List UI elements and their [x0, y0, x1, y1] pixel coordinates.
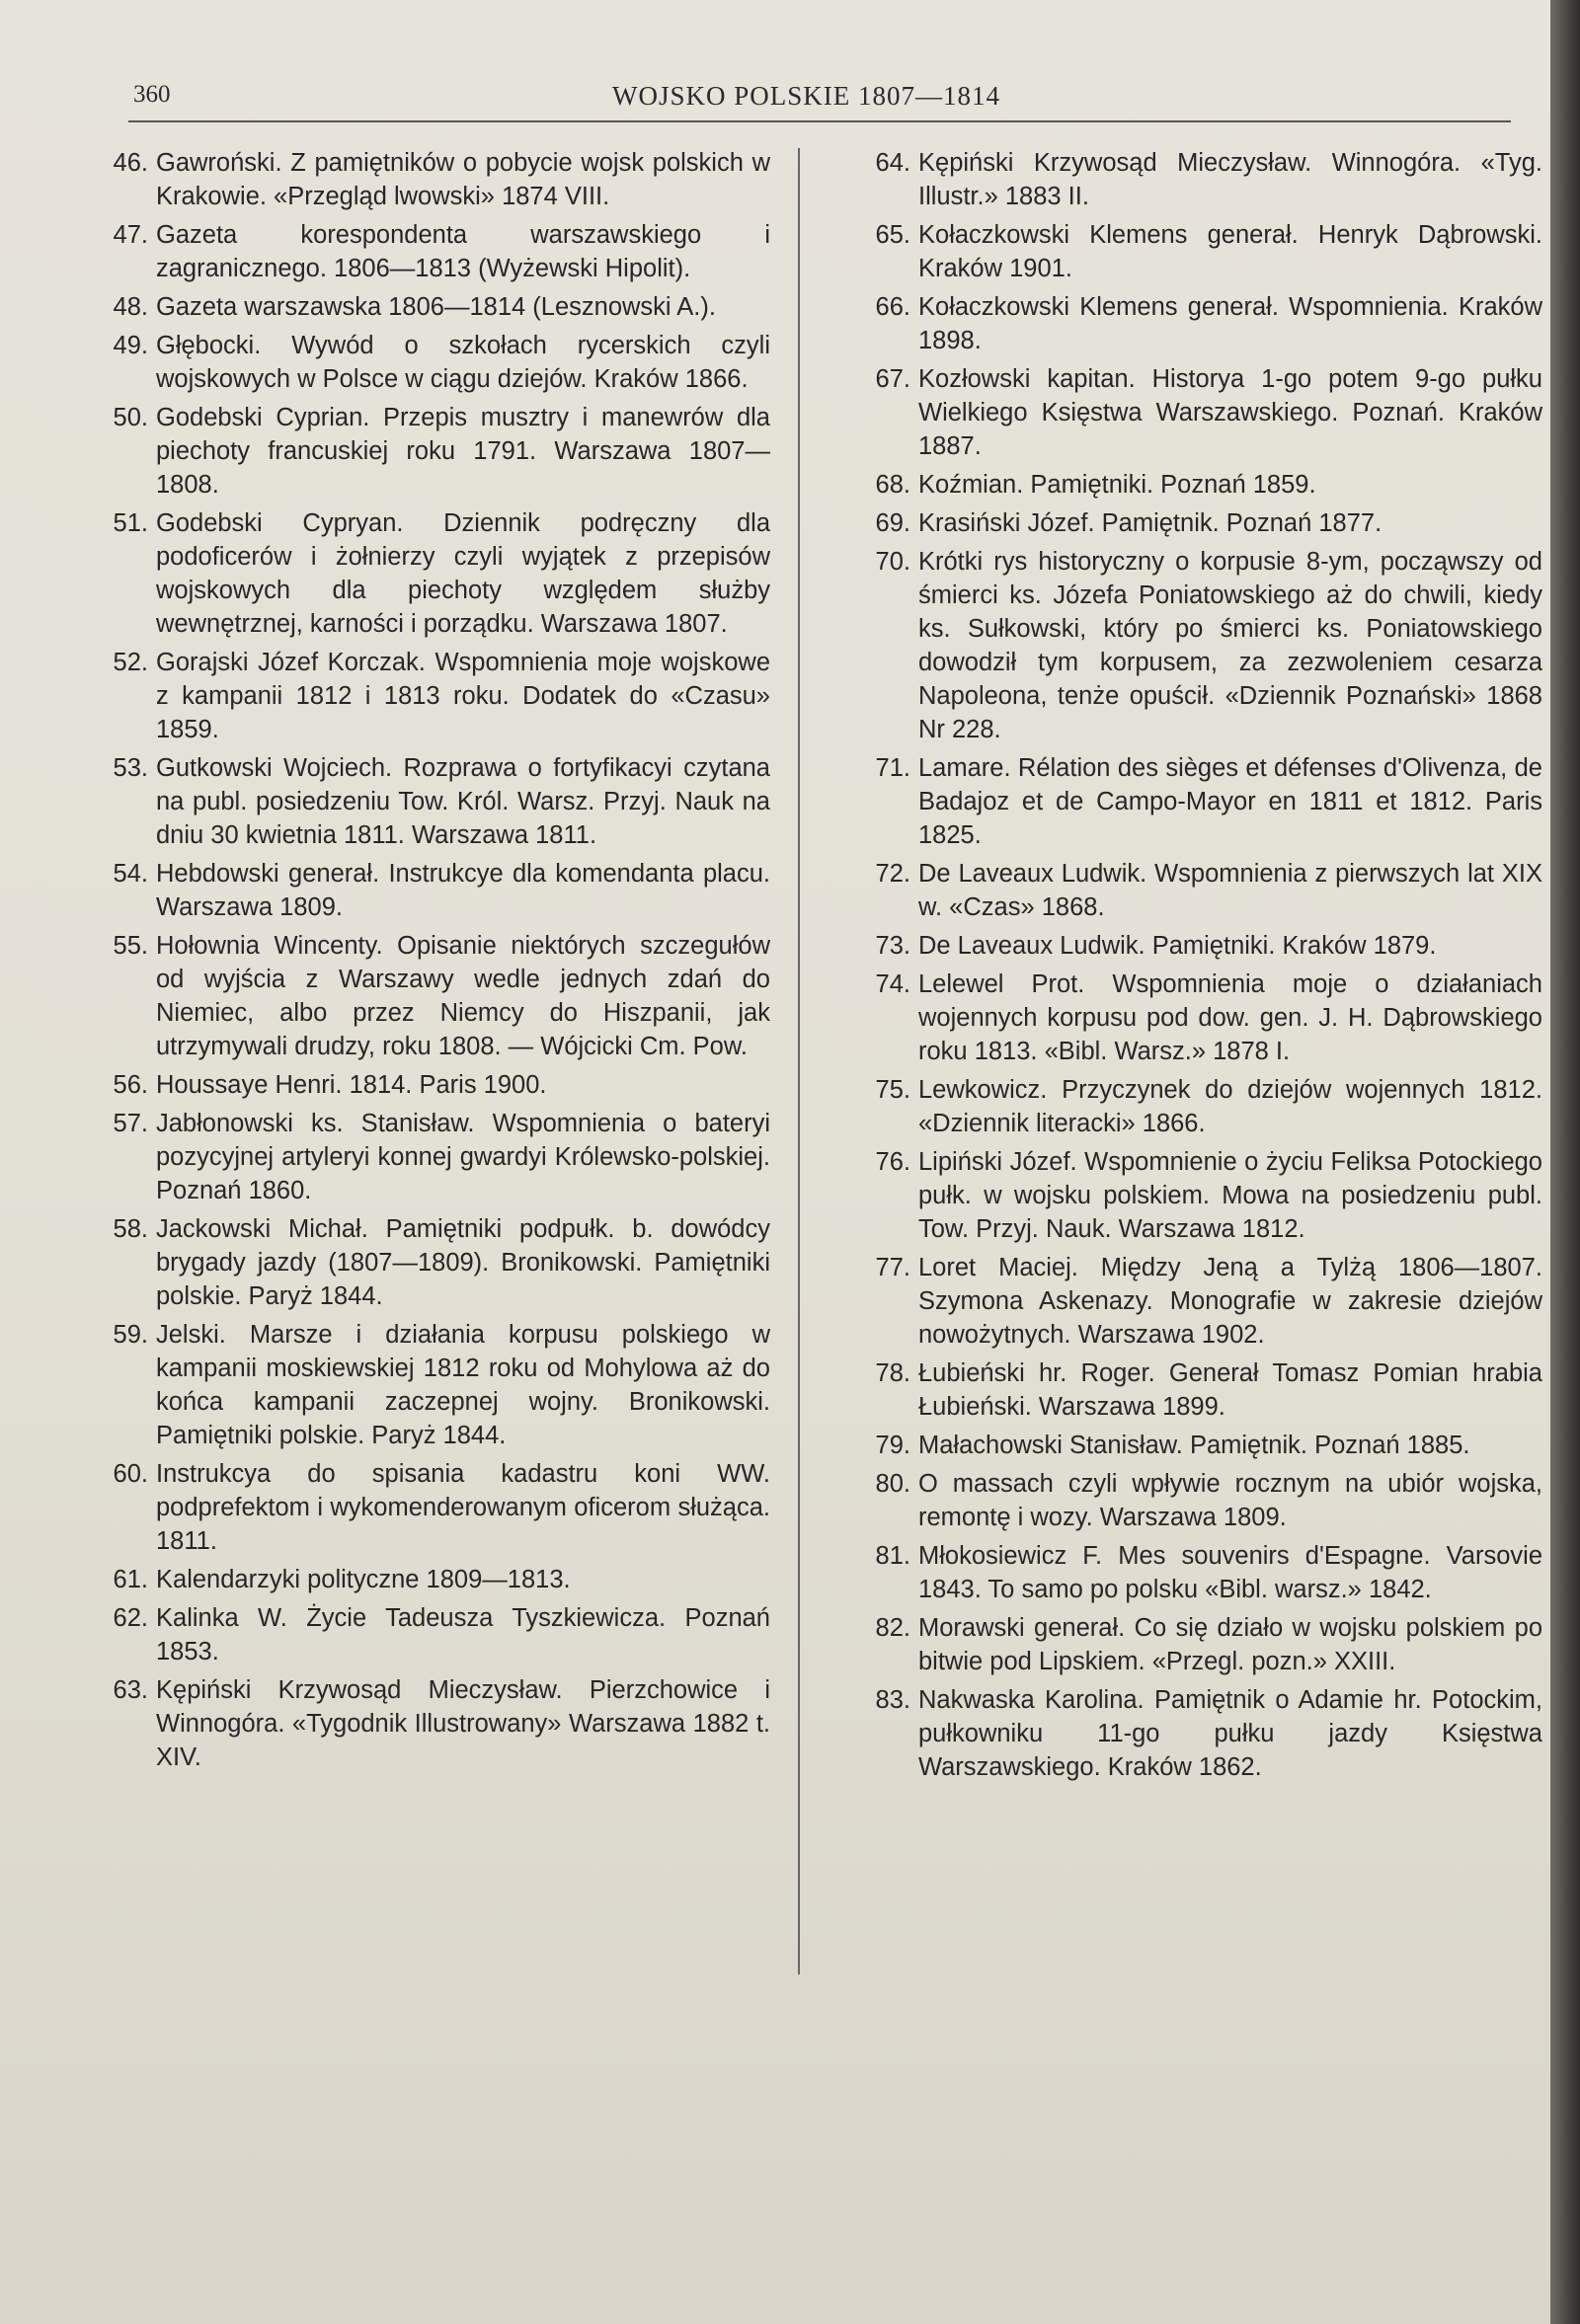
book-gutter-shadow: [1550, 0, 1580, 2324]
bibliography-entry: [831, 1539, 1542, 1606]
entry-text: Godebski Cyprian. Przepis musztry i manewrów dla piechoty francuskiej roku 1791. Warszawa 1807—1808.: [156, 404, 770, 499]
bibliography-entry: [831, 1356, 1542, 1424]
bibliography-entry: [831, 1145, 1542, 1246]
entry-text: Morawski generał. Co się działo w wojsku polskiem po bitwie pod Lipskiem. «Przegl. pozn.» XXIII.: [918, 1614, 1542, 1675]
entry-text: Kalendarzyki polityczne 1809—1813.: [156, 1566, 571, 1593]
bibliography-entry: [831, 468, 1542, 502]
entry-number: 57.: [113, 1110, 148, 1137]
entry-text: Kępiński Krzywosąd Mieczysław. Pierzchowice i Winnogóra. «Tygodnik Illustrowany» Warszawa 1882 t. XIV.: [156, 1676, 770, 1771]
entry-number: 79.: [875, 1432, 910, 1459]
entry-number: 66.: [875, 293, 910, 321]
entry-text: Głębocki. Wywód o szkołach rycerskich czyli wojskowych w Polsce w ciągu dziejów. Kraków 1866.: [156, 332, 770, 393]
entry-text: Lelewel Prot. Wspomnienia moje o działaniach wojennych korpusu pod dow. gen. J. H. Dąbrowskiego roku 1813. «Bibl. Warsz.» 1878 I.: [918, 970, 1542, 1065]
entry-number: 61.: [113, 1566, 148, 1593]
entry-number: 81.: [875, 1542, 910, 1570]
entry-text: Gawroński. Z pamiętników o pobycie wojsk polskich w Krakowie. «Przegląd lwowski» 1874 VIII.: [156, 149, 770, 210]
bibliography-entry: [831, 968, 1542, 1068]
running-title: WOJSKO POLSKIE 1807—1814: [612, 81, 1001, 111]
entry-text: Krasiński Józef. Pamiętnik. Poznań 1877.: [918, 509, 1382, 537]
entry-text: Lipiński Józef. Wspomnienie o życiu Feliksa Potockiego pułk. w wojsku polskiem. Mowa na posiedzeniu publ. Tow. Przyj. Nauk. Warszawa 1812.: [918, 1148, 1542, 1243]
bibliography-entry: [831, 857, 1542, 924]
entry-text: Godebski Cypryan. Dziennik podręczny dla podoficerów i żołnierzy czyli wyjątek z przepisów wojskowych dla piechoty względem służby wewnętrznej, karności i porządku. Warszawa 1807.: [156, 509, 770, 638]
bibliography-entry: [69, 146, 770, 213]
entry-text: Lewkowicz. Przyczynek do dziejów wojennych 1812. «Dziennik literacki» 1866.: [918, 1076, 1542, 1137]
entry-number: 64.: [875, 149, 910, 177]
bibliography-entry: [69, 857, 770, 924]
entry-number: 52.: [113, 649, 148, 676]
entry-text: O massach czyli wpływie rocznym na ubiór wojska, remontę i wozy. Warszawa 1809.: [918, 1470, 1542, 1531]
right-column: [831, 146, 1542, 1789]
entry-text: Loret Maciej. Między Jeną a Tylżą 1806—1807. Szymona Askenazy. Monografie w zakresie dziejów nowożytnych. Warszawa 1902.: [918, 1254, 1542, 1349]
entry-number: 47.: [113, 221, 148, 249]
bibliography-entry: [69, 929, 770, 1063]
bibliography-entry: [69, 1107, 770, 1207]
bibliography-entry: [69, 329, 770, 396]
left-column: [69, 146, 770, 1779]
entry-number: 68.: [875, 471, 910, 499]
bibliography-entry: [831, 545, 1542, 746]
entry-text: Nakwaska Karolina. Pamiętnik o Adamie hr. Potockim, pułkowniku 11-go pułku jazdy Księstwa Warszawskiego. Kraków 1862.: [918, 1686, 1542, 1781]
entry-number: 65.: [875, 221, 910, 249]
entry-text: Młokosiewicz F. Mes souvenirs d'Espagne. Varsovie 1843. To samo po polsku «Bibl. warsz.» 1842.: [918, 1542, 1542, 1603]
entry-number: 71.: [875, 754, 910, 782]
entry-number: 82.: [875, 1614, 910, 1642]
header-rule: [128, 120, 1511, 122]
entry-number: 70.: [875, 548, 910, 576]
entry-number: 46.: [113, 149, 148, 177]
entry-number: 62.: [113, 1604, 148, 1632]
entry-text: Hebdowski generał. Instrukcye dla komendanta placu. Warszawa 1809.: [156, 860, 770, 921]
entry-text: Kołaczkowski Klemens generał. Wspomnienia. Kraków 1898.: [918, 293, 1542, 354]
entry-text: Krótki rys historyczny o korpusie 8-ym, począwszy od śmierci ks. Józefa Poniatowskiego aż do chwili, kiedy ks. Sułkowski, który po śmierci ks. Poniatowskiego dowodził tym korpusem, za zezwoleniem cesarza Napoleona, tenże opuścił. «Dziennik Poznański» 1868 Nr 228.: [918, 548, 1542, 743]
bibliography-entry: [831, 218, 1542, 285]
entry-text: De Laveaux Ludwik. Pamiętniki. Kraków 1879.: [918, 932, 1437, 960]
page-header: [128, 77, 1511, 126]
entry-text: Hołownia Wincenty. Opisanie niektórych szczegułów od wyjścia z Warszawy wedle jednych zdań do Niemiec, albo przez Niemcy do Hiszpanii, jak utrzymywali drudzy, roku 1808. — Wójcicki Cm. Pow.: [156, 932, 770, 1060]
entry-text: Gazeta warszawska 1806—1814 (Lesznowski A.).: [156, 293, 716, 321]
entry-number: 63.: [113, 1676, 148, 1704]
entry-text: De Laveaux Ludwik. Wspomnienia z pierwszych lat XIX w. «Czas» 1868.: [918, 860, 1542, 921]
entry-text: Gutkowski Wojciech. Rozprawa o fortyfikacyi czytana na publ. posiedzeniu Tow. Król. Warsz. Przyj. Nauk na dniu 30 kwietnia 1811. Warszawa 1811.: [156, 754, 770, 849]
entry-text: Gazeta korespondenta warszawskiego i zagranicznego. 1806—1813 (Wyżewski Hipolit).: [156, 221, 770, 282]
bibliography-entry: [69, 1601, 770, 1668]
entry-number: 48.: [113, 293, 148, 321]
bibliography-entry: [831, 1611, 1542, 1678]
page-number: 360: [133, 81, 171, 108]
entry-number: 53.: [113, 754, 148, 782]
bibliography-entry: [831, 1429, 1542, 1462]
bibliography-entry: [69, 1068, 770, 1102]
entry-text: Kępiński Krzywosąd Mieczysław. Winnogóra. «Tyg. Illustr.» 1883 II.: [918, 149, 1542, 210]
entry-number: 60.: [113, 1460, 148, 1488]
bibliography-entry: [69, 1563, 770, 1596]
entry-text: Lamare. Rélation des sièges et défenses d'Olivenza, de Badajoz et de Campo-Mayor en 1811 et 1812. Paris 1825.: [918, 754, 1542, 849]
bibliography-entry: [831, 1683, 1542, 1784]
entry-number: 80.: [875, 1470, 910, 1498]
bibliography-entry: [69, 646, 770, 746]
bibliography-entry: [69, 506, 770, 641]
entry-number: 72.: [875, 860, 910, 888]
entry-text: Małachowski Stanisław. Pamiętnik. Poznań 1885.: [918, 1432, 1470, 1459]
bibliography-entry: [69, 1673, 770, 1774]
bibliography-entry: [69, 1212, 770, 1313]
bibliography-entry: [69, 751, 770, 852]
entry-number: 58.: [113, 1215, 148, 1243]
bibliography-entry: [831, 929, 1542, 963]
bibliography-entry: [831, 1073, 1542, 1140]
entry-text: Gorajski Józef Korczak. Wspomnienia moje wojskowe z kampanii 1812 i 1813 roku. Dodatek do «Czasu» 1859.: [156, 649, 770, 743]
entry-number: 55.: [113, 932, 148, 960]
bibliography-entry: [831, 362, 1542, 463]
bibliography-entry: [831, 146, 1542, 213]
entry-number: 59.: [113, 1321, 148, 1349]
bibliography-entry: [831, 1467, 1542, 1534]
entry-text: Houssaye Henri. 1814. Paris 1900.: [156, 1071, 547, 1099]
entry-number: 78.: [875, 1359, 910, 1387]
entry-number: 74.: [875, 970, 910, 998]
entry-number: 54.: [113, 860, 148, 888]
entry-number: 50.: [113, 404, 148, 431]
bibliography-entry: [69, 1457, 770, 1558]
entry-text: Kozłowski kapitan. Historya 1-go potem 9-go pułku Wielkiego Księstwa Warszawskiego. Poznań. Kraków 1887.: [918, 365, 1542, 460]
entry-number: 77.: [875, 1254, 910, 1281]
entry-number: 67.: [875, 365, 910, 393]
bibliography-entry: [69, 401, 770, 502]
entry-text: Jackowski Michał. Pamiętniki podpułk. b. dowódcy brygady jazdy (1807—1809). Bronikowski. Pamiętniki polskie. Paryż 1844.: [156, 1215, 770, 1310]
entry-text: Instrukcya do spisania kadastru koni WW. podprefektom i wykomenderowanym oficerom służąca. 1811.: [156, 1460, 770, 1555]
entry-number: 83.: [875, 1686, 910, 1714]
column-divider: [798, 148, 800, 1975]
entry-number: 69.: [875, 509, 910, 537]
entry-text: Jelski. Marsze i działania korpusu polskiego w kampanii moskiewskiej 1812 roku od Mohylowa aż do końca kampanii zaczepnej wojny. Bronikowski. Pamiętniki polskie. Paryż 1844.: [156, 1321, 770, 1449]
entry-text: Łubieński hr. Roger. Generał Tomasz Pomian hrabia Łubieński. Warszawa 1899.: [918, 1359, 1542, 1421]
entry-number: 51.: [113, 509, 148, 537]
bibliography-entry: [69, 1318, 770, 1452]
entry-number: 73.: [875, 932, 910, 960]
entry-number: 75.: [875, 1076, 910, 1104]
bibliography-entry: [69, 218, 770, 285]
entry-number: 76.: [875, 1148, 910, 1176]
bibliography-entry: [831, 751, 1542, 852]
entry-number: 56.: [113, 1071, 148, 1099]
entry-text: Kalinka W. Życie Tadeusza Tyszkiewicza. Poznań 1853.: [156, 1604, 770, 1666]
bibliography-entry: [831, 290, 1542, 357]
entry-number: 49.: [113, 332, 148, 359]
entry-text: Jabłonowski ks. Stanisław. Wspomnienia o bateryi pozycyjnej artyleryi konnej gwardyi Królewsko-polskiej. Poznań 1860.: [156, 1110, 770, 1204]
bibliography-entry: [831, 1251, 1542, 1352]
entry-text: Kołaczkowski Klemens generał. Henryk Dąbrowski. Kraków 1901.: [918, 221, 1542, 282]
bibliography-entry: [69, 290, 770, 324]
entry-text: Koźmian. Pamiętniki. Poznań 1859.: [918, 471, 1316, 499]
bibliography-entry: [831, 506, 1542, 540]
